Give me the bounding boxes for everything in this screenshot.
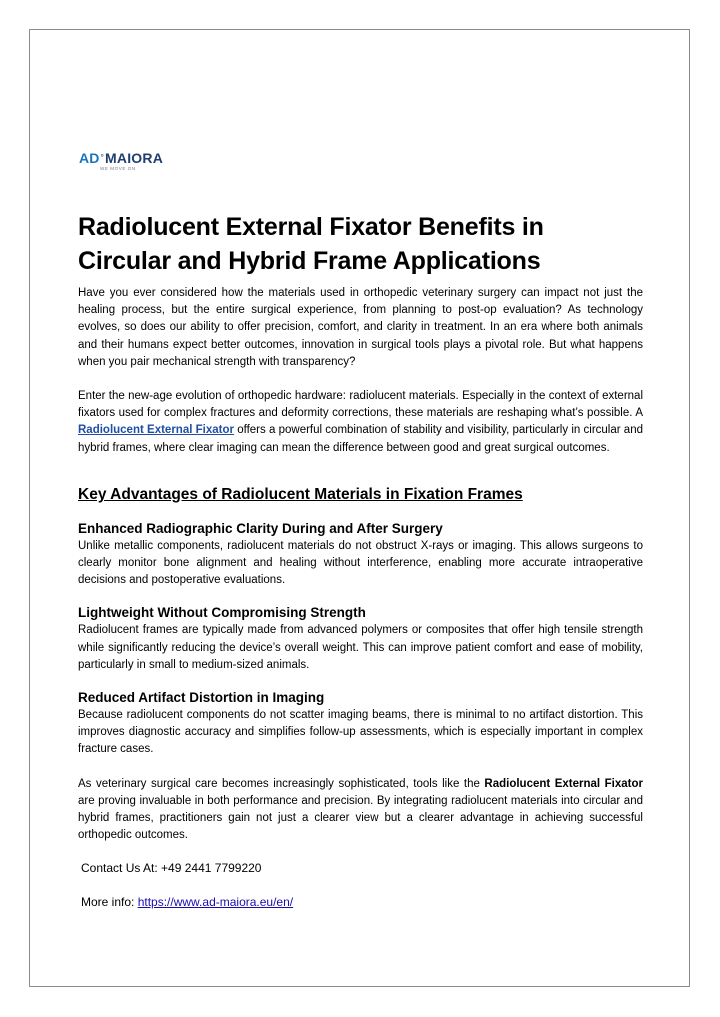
section-body: Unlike metallic components, radiolucent materials do not obstruct X-rays or imaging. This allows surgeons to clearly monitor bone alignment and healing without interference, enabling more accurate intraoperative decisions and postoperative evaluations. — [78, 539, 643, 587]
logo-ad-text: AD — [79, 150, 100, 166]
section-heading: Enhanced Radiographic Clarity During and After Surgery — [78, 520, 443, 536]
section-body: Because radiolucent components do not scatter imaging beams, there is minimal to no artifact distortion. This improves diagnostic accuracy and simplifies follow-up assessments, which is especially important in complex fracture cases. — [78, 709, 643, 756]
context-text-start: Enter the new-age evolution of orthopedic hardware: radiolucent materials. Especially in the context of external fixators used for complex fractures and deformity corrections, these materials are reshaping what’s possible. A — [78, 390, 643, 420]
logo-tagline: WE MOVE ON — [100, 166, 136, 171]
logo-maiora-text: MAIORA — [105, 150, 164, 166]
closing-text-end: are proving invaluable in both performance and precision. By integrating radiolucent materials into circular and hybrid frames, practitioners gain not just a clearer view but a clearer advantage in achieving successful orthopedic outcomes. — [78, 794, 643, 842]
more-info-line — [81, 894, 643, 911]
section-radiographic-clarity — [78, 520, 643, 590]
section-body: Radiolucent frames are typically made from advanced polymers or composites that offer high tensile strength while significantly reducing the device’s overall weight. This can improve patient comfort and ease of mobility, particularly in small to medium-sized animals. — [78, 624, 643, 671]
logo-degree-mark: ° — [100, 153, 105, 162]
intro-paragraph: Have you ever considered how the materials used in orthopedic veterinary surgery can impact not just the healing process, but the entire surgical experience, from planning to post-op evaluation? As technology evolves, so does our ability to offer precision, comfort, and clarity in treatment. In an era where both animals and their humans expect better outcomes, innovation in surgical tools plays a pivotal role. But what happens when you pair mechanical strength with transparency? — [78, 287, 643, 368]
closing-paragraph — [78, 776, 643, 845]
article-title: Radiolucent External Fixator Benefits in Circular and Hybrid Frame Applications — [78, 213, 544, 275]
more-info-label: More info: — [81, 895, 138, 910]
section-lightweight — [78, 604, 643, 674]
closing-product-name: Radiolucent External Fixator — [484, 777, 643, 790]
website-link[interactable]: https://www.ad-maiora.eu/en/ — [137, 895, 294, 910]
advantages-heading: Key Advantages of Radiolucent Materials in Fixation Frames — [78, 485, 523, 503]
section-reduced-artifact — [78, 689, 643, 759]
article-body — [78, 210, 643, 911]
contact-line — [81, 860, 643, 877]
section-heading: Reduced Artifact Distortion in Imaging — [78, 690, 325, 706]
logo-wordmark — [79, 150, 169, 166]
contact-phone: +49 2441 7799220 — [161, 861, 262, 876]
context-text-end: offers a powerful combination of stability and visibility, particularly in circular and hybrid frames, where clear imaging can mean the difference between good and great surgical outcomes. — [78, 424, 643, 454]
radiolucent-fixator-link[interactable]: Radiolucent External Fixator — [78, 424, 234, 437]
closing-text-start: As veterinary surgical care becomes increasingly sophisticated, tools like the — [78, 777, 485, 790]
section-heading: Lightweight Without Compromising Strength — [78, 605, 366, 621]
context-paragraph — [78, 388, 643, 457]
contact-label: Contact Us At: — [81, 861, 162, 876]
company-logo — [79, 150, 169, 180]
